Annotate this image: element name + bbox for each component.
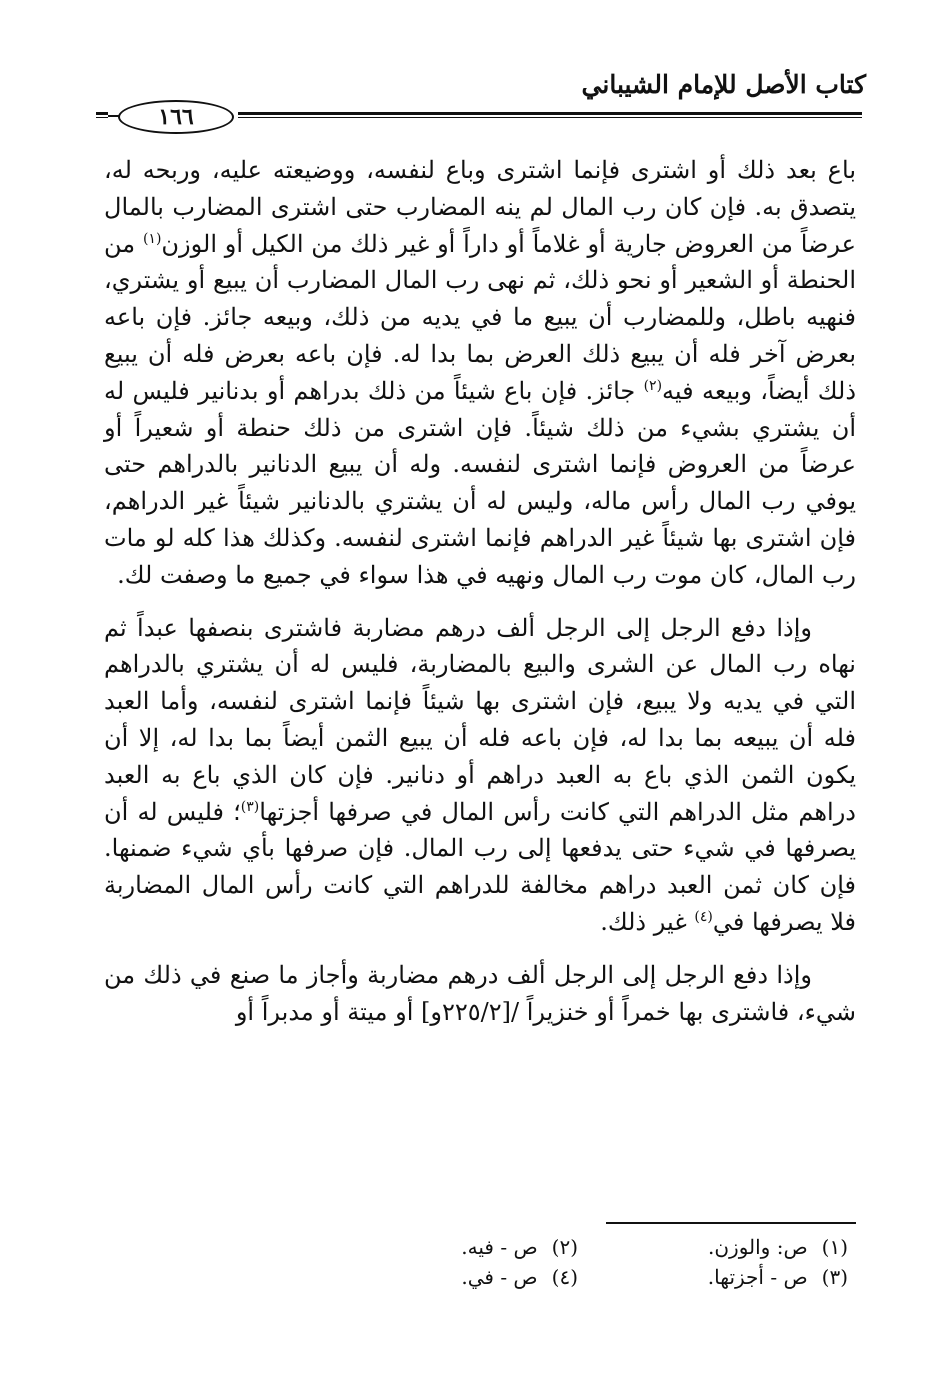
footnote-rule	[606, 1222, 856, 1224]
page-number: ١٦٦	[118, 100, 234, 134]
footnote-text: ص: والوزن.	[708, 1235, 808, 1259]
footnote-marker: (٣)	[240, 798, 260, 815]
footnote-row	[308, 1262, 848, 1292]
text-run: غير ذلك.	[600, 907, 695, 936]
paragraph-3	[104, 957, 856, 1031]
footnote-4	[308, 1262, 578, 1292]
paragraph-1	[104, 152, 856, 594]
footnote-1	[578, 1232, 848, 1262]
text-run: وإذا دفع الرجل إلى الرجل ألف درهم مضاربة فاشترى بنصفها عبداً ثم نهاه رب المال عن الشرى والبيع بالمضاربة، فليس له أن يشتري بالدراهم التي في يديه ولا يبيع، فإن اشترى بها شيئاً فإنما اشترى لنفسه، وأما العبد فله أن يبيعه بما بدا له، فإن باعه فله أن يبيع الثمن أيضاً بما بدا له، إلا أن يكون الثمن الذي باع به العبد دراهم أو دنانير. فإن كان الذي باع به العبد دراهم مثل الدراهم التي كانت رأس المال في صرفها أجزتها	[104, 613, 856, 826]
text-run: جائز. فإن باع شيئاً من ذلك بدراهم أو بدنانير فليس له أن يشتري بشيء من ذلك شيئاً. فإن اشترى من ذلك حنطة أو شعيراً أو عرضاً من العروض فإنما اشترى لنفسه. وله أن يبيع الدنانير بالدراهم حتى يوفي رب المال رأس ماله، وليس له أن يشتري بالدنانير شيئاً غير الدراهم، فإن اشترى بها شيئاً غير الدراهم فإنما اشترى لنفسه. وكذلك هذا كله لو مات رب المال، كان موت رب المال ونهيه في هذا سواء في جميع ما وصفت لك.	[104, 376, 856, 589]
footnote-2	[308, 1232, 578, 1262]
footnote-number: (٤)	[551, 1265, 578, 1289]
footnote-text: ص - في.	[461, 1265, 538, 1289]
text-run: من الحنطة أو الشعير أو نحو ذلك، ثم نهى رب المال المضارب أن يبيع أو يشتري، فنهيه باطل، وللمضارب أن يبيع ما في يديه من ذلك، وبيعه جائز. فإن باعه بعرض آخر فله أن يبيع ذلك العرض بما بدا له. فإن باعه بعرض فله أن يبيع ذلك أيضاً، وبيعه فيه	[104, 229, 857, 405]
text-run: باع بعد ذلك أو اشترى فإنما اشترى وباع لنفسه، ووضيعته عليه، وربحه له، يتصدق به. فإن كان رب المال لم ينه المضارب حتى اشترى المضارب بالمال عرضاً من العروض جارية أو غلاماً أو داراً أو غير ذلك من الكيل أو الوزن	[104, 156, 856, 258]
footnote-row	[308, 1232, 848, 1262]
footnote-marker: (١)	[142, 230, 162, 247]
running-header-title: كتاب الأصل للإمام الشيباني	[581, 70, 866, 99]
footnote-marker: (٤)	[694, 908, 713, 925]
footnote-text: ص - فيه.	[461, 1235, 538, 1259]
body-text	[104, 152, 856, 1030]
footnote-marker: (٢)	[643, 377, 663, 394]
paragraph-2	[104, 610, 856, 941]
footnote-number: (٢)	[551, 1235, 578, 1259]
page-number-ornament	[108, 100, 238, 134]
footnotes	[308, 1232, 848, 1292]
footnote-number: (١)	[821, 1235, 848, 1259]
text-run: ؛ فليس له أن يصرفها في شيء حتى يدفعها إلى رب المال. فإن صرفها بأي شيء ضمنها. فإن كان ثمن العبد دراهم مخالفة للدراهم التي كانت رأس المال المضاربة فلا يصرفها في	[104, 797, 856, 936]
footnote-text: ص - أجزتها.	[707, 1265, 808, 1289]
text-run: وإذا دفع الرجل إلى الرجل ألف درهم مضاربة وأجاز ما صنع في ذلك من شيء، فاشترى بها خمراً أو خنزيراً /[٢٢٥/٢و] أو ميتة أو مدبراً أو	[104, 960, 856, 1026]
footnote-3	[578, 1262, 848, 1292]
footnote-number: (٣)	[821, 1265, 848, 1289]
